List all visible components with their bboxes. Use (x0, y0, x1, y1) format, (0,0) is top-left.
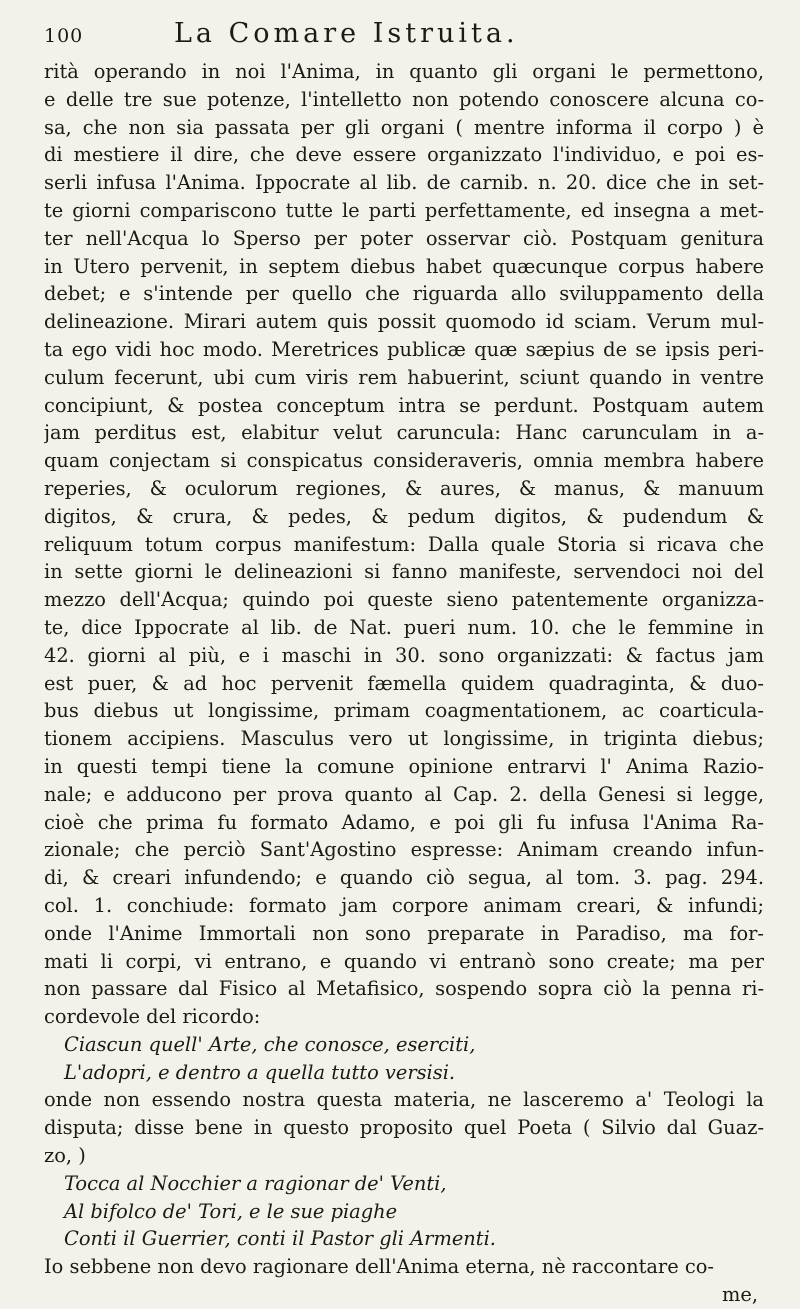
text-line: di, & creari infundendo; e quando ciò segua, al tom. 3. pag. 294. (44, 866, 764, 890)
text-line: mezzo dell'Acqua; quindo poi queste sieno patentemente organizza- (44, 588, 764, 612)
text-line: te giorni comparisconο tutte le parti perfettamente, ed insegna a met- (44, 198, 764, 222)
text-line: delineazione. Mirari autem quis possit quomodo id sciam. Verum mul- (44, 310, 764, 334)
text-line: zionale; che perciò Sant'Agostino espresse: Animam creando infun- (44, 838, 764, 862)
text-line: te, dice Ippocrate al lib. de Nat. pueri num. 10. che le femmine in (44, 615, 764, 639)
text-line: e delle tre sue potenze, l'intelletto non potendo conoscere alcuna co- (44, 87, 764, 111)
text-line: bus diebus ut longissime, primam coagmentationem, ac coarticula- (44, 699, 764, 723)
verse-line: Tocca al Nocchier a ragionar de' Venti, (64, 1171, 447, 1195)
verse-line: Conti il Guerrier, conti il Pastor gli Armenti. (64, 1227, 496, 1251)
text-line: ta ego vidi hoc modo. Meretrices publicæ quæ sæpius de se ipsis peri- (44, 337, 764, 361)
text-line: zo, ) (44, 1144, 86, 1168)
text-line: reperies, & oculorum regiones, & aures, & manus, & manuum (44, 476, 764, 500)
text-line: nale; e adducono per prova quanto al Cap. 2. della Genesi si legge, (44, 782, 764, 806)
verse-line: L'adopri, e dentro a quella tutto versisi. (64, 1060, 456, 1084)
text-line: digitos, & crura, & pedes, & pedum digitos, & pudendum & (44, 504, 764, 528)
running-title: La Comare Istruita. (174, 18, 519, 49)
text-line: cioè che prima fu formato Adamo, e poi gli fu infusa l'Anima Ra- (44, 810, 764, 834)
text-line: in questi tempi tiene la comune opinione entrarvi l' Anima Razio- (44, 754, 764, 778)
page (44, 18, 764, 1309)
text-line: onde l'Anime Immortali non sono preparate in Paradiso, ma for- (44, 921, 764, 945)
catchword: me, (721, 1283, 758, 1307)
text-line: concipiunt, & postea conceptum intra se perdunt. Postquam autem (44, 393, 764, 417)
text-line: Io sebbene non devo ragionare dell'Anima eterna, nè raccontare co- (44, 1255, 714, 1279)
text-line: debet; e s'intende per quello che riguarda allo sviluppamento della (44, 282, 764, 306)
text-line: sa, che non sia passata per gli organi ( mentre informa il corpo ) è (44, 115, 764, 139)
text-line: in Utero pervenit, in septem diebus habet quæcunque corpus habere (44, 254, 764, 278)
text-line: 42. giorni al più, e i maschi in 30. sono organizzati: & factus jam (44, 643, 764, 667)
page-header (44, 18, 764, 58)
page-number: 100 (44, 25, 84, 47)
text-line: rità operando in noi l'Anima, in quanto gli organi le permettono, (44, 60, 764, 83)
text-line: onde non essendo nostra questa materia, ne lasceremo a' Teologi la (44, 1088, 764, 1112)
body-text (44, 58, 764, 1309)
text-line: est puer, & ad hoc pervenit fæmella quidem quadraginta, & duo- (44, 671, 764, 695)
text-line: jam perditus est, elabitur velut caruncula: Hanc carunculam in a- (44, 421, 764, 445)
text-line: culum fecerunt, ubi cum viris rem habuerint, sciunt quando in ventre (44, 365, 764, 389)
verse-line: Al bifolco de' Tori, e le sue piaghe (64, 1199, 398, 1223)
text-line: col. 1. conchiude: formato jam corpore animam creari, & infundi; (44, 893, 764, 917)
text-line: tionem accipiens. Masculus vero ut longissime, in triginta diebus; (44, 727, 764, 751)
verse-line: Ciascun quell' Arte, che conosce, eserciti, (64, 1032, 476, 1056)
text-line: di mestiere il dire, che deve essere organizzato l'individuo, e poi es- (44, 143, 764, 167)
text-line: quam conjectam si conspicatus consideraveris, omnia membra habere (44, 449, 764, 473)
text-line: non passare dal Fisico al Metafisico, sospendo sopra ciò la penna ri- (44, 977, 764, 1001)
text-line: serli infusa l'Anima. Ippocrate al lib. de carnib. n. 20. dice che in set- (44, 171, 764, 195)
text-line: mati li corpi, vi entrano, e quando vi entranò sono create; ma per (44, 949, 764, 973)
text-line: cordevole del ricordo: (44, 1005, 261, 1029)
text-line: in sette giorni le delineazioni si fanno manifeste, servendoci noi del (44, 560, 764, 584)
text-line: ter nell'Acqua lo Sperso per poter osservar ciò. Postquam genitura (44, 226, 764, 250)
text-line: reliquum totum corpus manifestum: Dalla quale Storia si ricava che (44, 532, 764, 556)
text-line: disputa; disse bene in questo proposito quel Poeta ( Silvio dal Guaz- (44, 1116, 764, 1140)
